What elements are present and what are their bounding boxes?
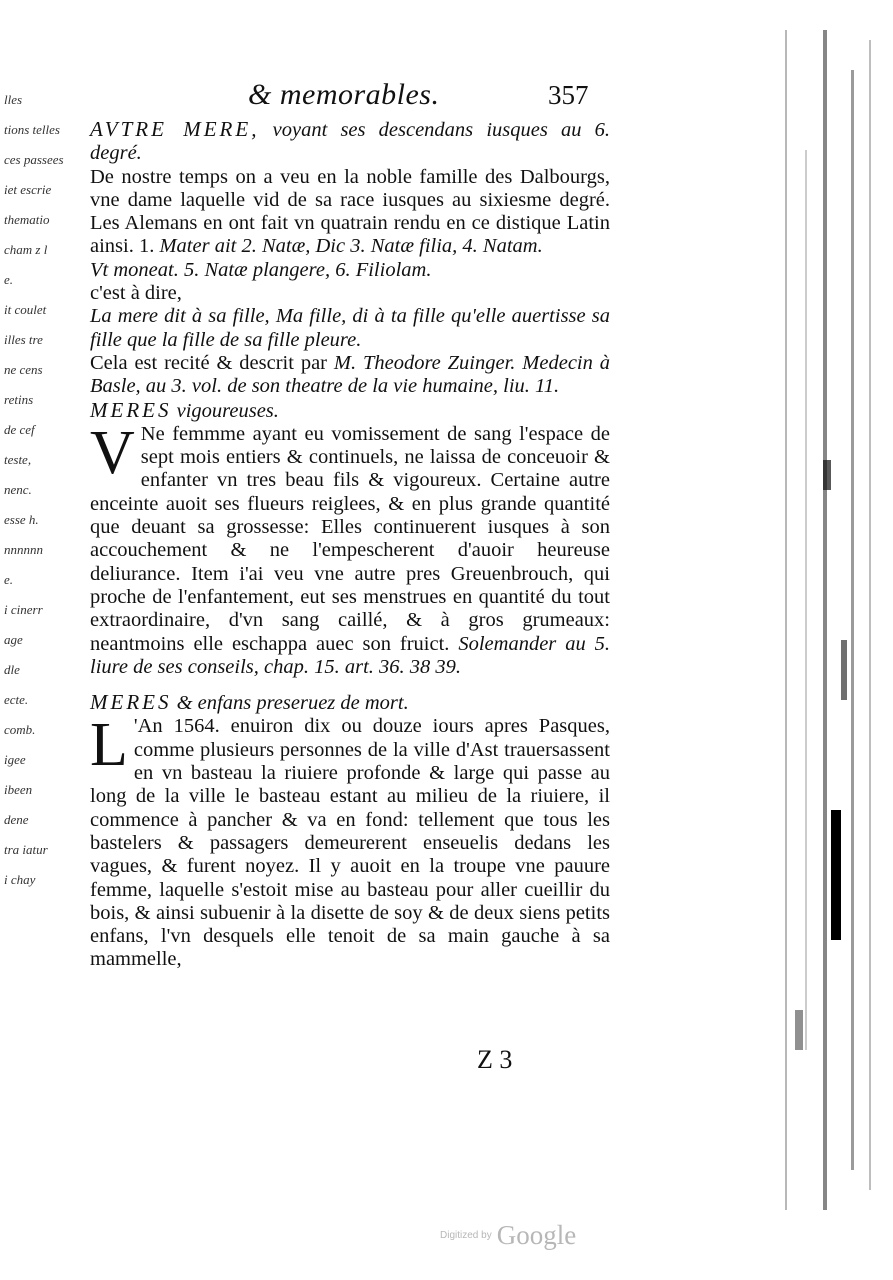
marginal-citation: Solemander au 5. liure de ses conseils, chap. 15. art. 36. 38 39.: [90, 632, 610, 678]
transition-text: c'est à dire,: [90, 282, 182, 305]
left-margin-fragment: igee: [4, 752, 26, 767]
left-margin-fragment: lles: [4, 92, 23, 107]
left-margin-fragment: age: [4, 632, 23, 647]
left-margin-fragment: ibeen: [4, 782, 33, 797]
running-header: [238, 78, 608, 122]
left-margin-fragment: retins: [4, 392, 34, 407]
left-margin-bleed-text: [4, 85, 64, 895]
signature-mark: Z 3: [477, 1045, 513, 1074]
left-margin-fragment: iet escrie: [4, 182, 52, 197]
section-heading: AVTRE MERE, voyant ses descendans iusques au 6. degré.: [90, 117, 611, 165]
french-verse: La mere dit à sa fille, Ma fille, di à ta fille qu'elle auertisse sa fille que la fille de sa fille pleure.: [90, 305, 610, 351]
paragraph: V Ne femmme ayant eu vomissement de sang l'espace de sept mois entiers & continuels, ne laissa de conceuoir & enfanter vn tres beau fils & vigoureux. Certaine autre enceinte auoit ses flueurs reiglees, & en plus grande quantité que deuant sa grossesse: Elles continuerent iusques à son accouchement & ne l'empescherent d'auoir heureuse deliurance. Item i'ai veu vne autre pres Greuenbrouch, qui proche de l'enfantement, eut ses menstrues en quantité du tout extraordinaire, d'vn sang caillé, & à gros grumeaux: neantmoins elle eschappa auec son fruict. Solemander au 5. liure de ses conseils, chap. 15. art. 36. 38 39.: [90, 418, 610, 678]
left-margin-fragment: de cef: [4, 422, 35, 437]
section-heading: MERES & enfans preseruez de mort.: [90, 690, 409, 715]
left-margin-fragment: comb.: [4, 722, 36, 737]
google-logo: Google: [496, 1220, 577, 1250]
left-margin-fragment: teste,: [4, 452, 32, 467]
drop-cap: V: [90, 418, 135, 487]
left-margin-fragment: thematio: [4, 212, 50, 227]
drop-cap: L: [90, 711, 128, 780]
paragraph: De nostre temps on a veu en la noble famille des Dalbourgs, vne dame laquelle vid de sa race iusques au sixiesme degré. Les Alemans en ont fait vn quatrain rendu en ce distique Latin ainsi. 1. Mater ait 2. Natæ, Dic 3. Natæ filia, 4. Natam.: [90, 165, 610, 258]
left-margin-fragment: tra iatur: [4, 842, 48, 857]
left-margin-fragment: it coulet: [4, 302, 47, 317]
page-number: 357: [548, 80, 589, 110]
left-margin-fragment: i cinerr: [4, 602, 43, 617]
left-margin-fragment: cham z l: [4, 242, 48, 257]
right-edge-scan-artifact: [765, 30, 885, 1210]
left-margin-fragment: e.: [4, 272, 14, 287]
left-margin-fragment: nnnnnn: [4, 542, 43, 557]
left-margin-fragment: i chay: [4, 872, 36, 887]
source-citation: Cela est recité & descrit par M. Theodore Zuinger. Medecin à Basle, au 3. vol. de son theatre de la vie humaine, liu. 11.: [90, 351, 610, 398]
running-title: & memorables.: [248, 78, 440, 111]
left-margin-fragment: ecte.: [4, 692, 29, 707]
left-margin-fragment: esse h.: [4, 512, 39, 527]
left-margin-fragment: e.: [4, 572, 14, 587]
left-margin-fragment: ces passees: [4, 152, 64, 167]
paragraph: L 'An 1564. enuiron dix ou douze iours apres Pasques, comme plusieurs personnes de la ville d'Ast trauersassent en vn basteau la riuiere profonde & large qui passe au long de la ville le basteau estant au milieu de la riuiere, il commence à pancher & va en fond: tellement que tous les bastelers & passagers demeurerent enseuelis dedans les vagues, & furent noyez. Il y auoit en la troupe vne pauure femme, laquelle s'estoit mise au basteau pour aller cueillir du bois, & ainsi subuenir à la disette de soy & de deux siens petits enfans, l'vn desquels elle tenoit de sa main gauche à sa mammelle,: [90, 711, 610, 971]
left-margin-fragment: illes tre: [4, 332, 43, 347]
section-heading: MERES vigoureuses.: [90, 397, 279, 422]
left-margin-fragment: dene: [4, 812, 29, 827]
left-margin-fragment: tions telles: [4, 122, 60, 137]
left-margin-fragment: dle: [4, 662, 20, 677]
main-text: [90, 118, 610, 972]
digitization-watermark: [440, 1220, 576, 1251]
left-margin-fragment: nenc.: [4, 482, 32, 497]
latin-verse: Vt moneat. 5. Natæ plangere, 6. Filiolam.: [90, 258, 432, 281]
left-margin-fragment: ne cens: [4, 362, 43, 377]
digitized-by-label: Digitized by: [440, 1230, 492, 1241]
